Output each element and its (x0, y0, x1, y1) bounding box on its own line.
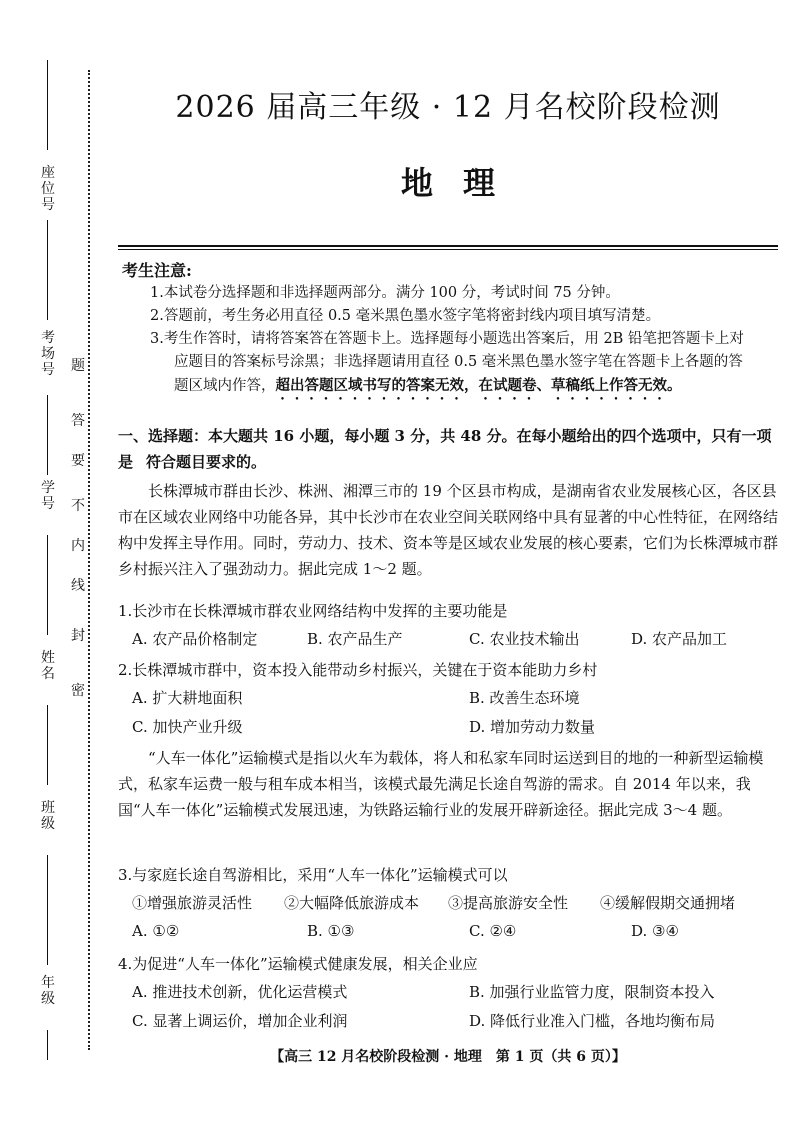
option: A. 农产品价格制定 (132, 630, 258, 648)
question-1-stem: 1.长沙市在长株潭城市群农业网络结构中发挥的主要功能是 (118, 602, 508, 620)
notice-item: 1.本试卷分选择题和非选择题两部分。满分 100 分，考试时间 75 分钟。 (150, 285, 620, 301)
option: D. 增加劳动力数量 (469, 718, 596, 736)
question-3-options (132, 922, 778, 940)
passage-2: “人车一体化”运输模式是指以火车为载体，将人和私家车同时运送到目的地的一种新型运输模式，私家车运费一般与租车成本相当，该模式最先满足长途自驾游的需求。自 2014 年以来，我国“人车一体化”运输模式发展迅速，为铁路运输行业的发展开辟新途径。据此完成 3～4 题。 (118, 749, 764, 819)
question-3-stem: 3.与家庭长途自驾游相比，采用“人车一体化”运输模式可以 (118, 866, 508, 884)
seal-char: 要 (71, 453, 85, 469)
field-line (47, 220, 48, 320)
statement: ④缓解假期交通拥堵 (600, 894, 736, 912)
option: A. 推进技术创新，优化运营模式 (132, 983, 348, 1001)
seal-char: 封 (71, 628, 85, 644)
statement: ②大幅降低旅游成本 (284, 894, 420, 912)
question-2-options-row2 (132, 716, 778, 737)
question-4-options-row2 (132, 1010, 778, 1031)
field-line (47, 1030, 48, 1060)
seal-char: 内 (71, 538, 85, 554)
seal-char: 密 (71, 683, 85, 699)
student-id-label: 学 号 (41, 480, 69, 512)
notice-item: 应题目的答案标号涂黑；非选择题请用直径 0.5 毫米黑色墨水签字笔在答题卡上各题的答 (174, 354, 743, 370)
divider (118, 245, 778, 247)
option: B. ①③ (307, 922, 355, 940)
option: C. 农业技术输出 (469, 630, 580, 648)
option: B. 加强行业监管力度，限制资本投入 (469, 983, 715, 1001)
section-heading: 一、选择题：本大题共 16 小题，每小题 3 分，共 48 分。在每小题给出的四个选项中，只有一项是 (118, 427, 772, 471)
seal-line (88, 70, 90, 1050)
option: B. 改善生态环境 (469, 689, 580, 707)
seal-char: 线 (71, 578, 85, 594)
option: C. ②④ (469, 922, 517, 940)
notice-text: 题区域内作答， (174, 378, 276, 394)
notice-title: 考生注意: (122, 261, 192, 280)
seat-number-label: 座位号 (41, 165, 55, 213)
question-2-stem: 2.长株潭城市群中，资本投入能带动乡村振兴，关键在于资本能助力乡村 (118, 661, 598, 679)
option: A. ①② (132, 922, 180, 940)
field-line (47, 705, 48, 785)
binding-margin (0, 0, 110, 1123)
seal-char: 题 (71, 358, 85, 374)
name-label: 姓 名 (41, 650, 69, 682)
option: C. 加快产业升级 (132, 718, 243, 736)
field-line (47, 60, 48, 150)
statement: ①增强旅游灵活性 (132, 894, 253, 912)
option: D. ③④ (631, 922, 679, 940)
seal-char: 不 (71, 498, 85, 514)
notice-item-last (174, 374, 780, 403)
field-line (47, 395, 48, 475)
divider (118, 249, 778, 250)
notice-emphasis: 超出答题区域书写的答案无效，在试题卷、草稿纸上作答无效。 (275, 377, 682, 394)
field-line (47, 535, 48, 635)
seal-char: 答 (71, 413, 85, 429)
passage-1: 长株潭城市群由长沙、株洲、湘潭三市的 19 个区县市构成，是湖南省农业发展核心区，各区县市在区域农业网络中功能各异，其中长沙市在农业空间关联网络中具有显著的中心性特征，在网络结构中发挥主导作用。同时，劳动力、技术、资本等是区域农业发展的核心要素，它们为长株潭城市群乡村振兴注入了强劲动力。据此完成 1～2 题。 (118, 482, 779, 578)
question-2-options-row1 (132, 687, 778, 708)
option: A. 扩大耕地面积 (132, 689, 243, 707)
statement: ③提高旅游安全性 (448, 894, 569, 912)
notice-item: 3.考生作答时，请将答案答在答题卡上。选择题每小题选出答案后，用 2B 铅笔把答题卡上对 (150, 331, 744, 347)
option: B. 农产品生产 (307, 630, 403, 648)
option: D. 降低行业准入门槛，各地均衡布局 (469, 1012, 716, 1030)
option: C. 显著上调运价，增加企业利润 (132, 1012, 348, 1030)
question-3-statements (132, 892, 778, 913)
subject-title: 地理 (400, 164, 525, 202)
grade-label: 年 级 (41, 975, 69, 1007)
page-footer: 【高三 12 月名校阶段检测 · 地理 第 1 页（共 6 页）】 (270, 1049, 626, 1065)
question-1-options (132, 628, 778, 649)
class-label: 班 级 (41, 800, 69, 832)
notice-item: 2.答题前，考生务必用直径 0.5 毫米黑色墨水签字笔将密封线内项目填写清楚。 (150, 308, 661, 324)
question-4-options-row1 (132, 981, 778, 1002)
option: D. 农产品加工 (631, 630, 728, 648)
question-4-stem: 4.为促进“人车一体化”运输模式健康发展，相关企业应 (118, 955, 478, 973)
exam-title: 2026 届高三年级 · 12 月名校阶段检测 (175, 90, 721, 125)
field-line (47, 855, 48, 965)
exam-room-label: 考场号 (41, 330, 55, 378)
section-heading-cont: 符合题目要求的。 (146, 453, 267, 471)
